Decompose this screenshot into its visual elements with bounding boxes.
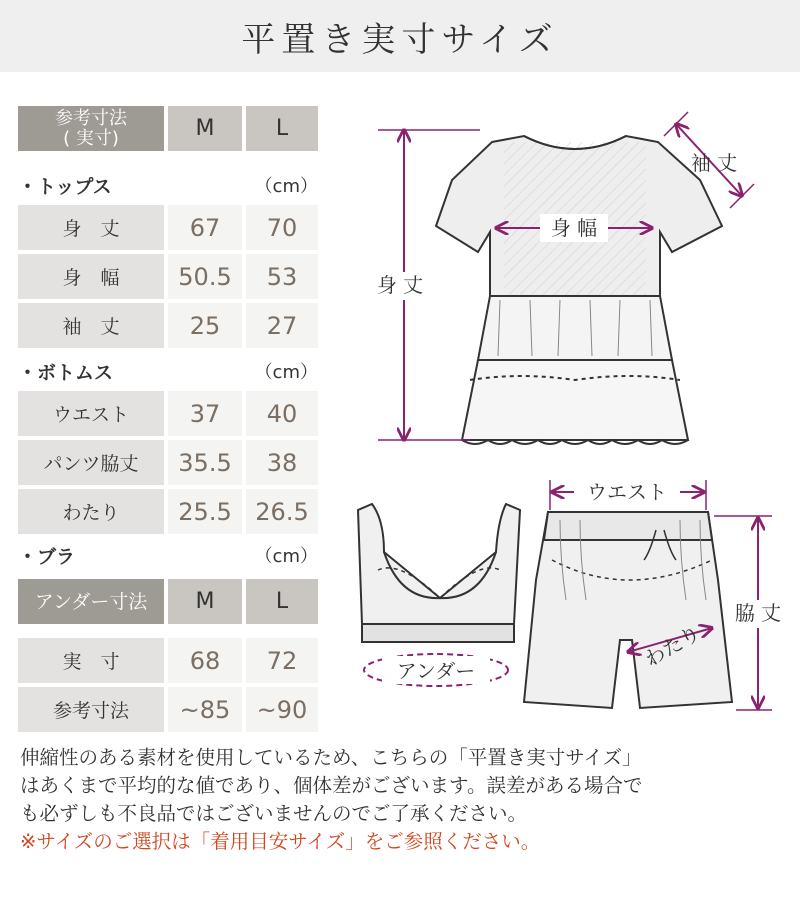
table-header-l: L <box>246 106 318 151</box>
side-length-label: 脇 丈 <box>734 601 782 625</box>
note-line: 伸縮性のある素材を使用しているため、こちらの「平置き実寸サイズ」 <box>20 746 642 769</box>
bottoms-unit: （cm） <box>254 362 318 383</box>
top-width-label: 身 幅 <box>550 216 598 240</box>
row-l-value: 70 <box>246 205 318 250</box>
row-m-value: ~85 <box>168 687 242 732</box>
tops-section-label: ・トップス <box>18 176 112 198</box>
row-l-value: 72 <box>246 638 318 683</box>
table-header-label: 参考寸法 ( 実寸) <box>18 106 164 151</box>
row-l-value: ~90 <box>246 687 318 732</box>
tops-unit: （cm） <box>254 176 318 197</box>
thigh-label: わたり <box>640 620 705 672</box>
table-header-m: M <box>168 106 242 151</box>
row-m-value: 67 <box>168 205 242 250</box>
row-label: 実 寸 <box>18 638 164 683</box>
bra-illustration <box>358 504 520 642</box>
top-length-label-display: 身 丈 <box>376 273 424 297</box>
sleeve-label: 袖 丈 <box>690 151 738 175</box>
row-m-value: 50.5 <box>168 254 242 299</box>
bra-unit: （cm） <box>254 546 318 567</box>
waist-label: ウエスト <box>587 480 667 504</box>
page-title: 平置き実寸サイズ <box>241 19 559 60</box>
bra-header-m: M <box>168 579 242 624</box>
row-label: わたり <box>18 489 164 534</box>
row-label: 参考寸法 <box>18 687 164 732</box>
row-m-value: 25.5 <box>168 489 242 534</box>
bra-header-l: L <box>246 579 318 624</box>
row-m-value: 25 <box>168 303 242 348</box>
row-label: 身 幅 <box>18 254 164 299</box>
row-l-value: 38 <box>246 440 318 485</box>
row-label: ウエスト <box>18 391 164 436</box>
under-label: アンダー <box>396 659 476 683</box>
row-l-value: 40 <box>246 391 318 436</box>
row-m-value: 68 <box>168 638 242 683</box>
row-label: パンツ脇丈 <box>18 440 164 485</box>
row-l-value: 26.5 <box>246 489 318 534</box>
row-m-value: 37 <box>168 391 242 436</box>
size-selection-note: ※サイズのご選択は「着用目安サイズ」をご参照ください。 <box>20 830 541 853</box>
row-label: 袖 丈 <box>18 303 164 348</box>
note-line: はあくまで平均的な値であり、個体差がございます。誤差がある場合で <box>20 774 643 797</box>
row-l-value: 53 <box>246 254 318 299</box>
bra-header-label: アンダー寸法 <box>18 579 164 624</box>
top-garment-illustration <box>436 136 722 444</box>
shorts-illustration <box>524 512 732 708</box>
bra-section-label: ・ブラ <box>18 546 76 568</box>
note-line: も必ずしも不良品ではございませんのでご了承ください。 <box>20 802 528 825</box>
notes-block <box>20 744 790 856</box>
bottoms-section-label: ・ボトムス <box>18 362 114 384</box>
row-label: 身 丈 <box>18 205 164 250</box>
row-m-value: 35.5 <box>168 440 242 485</box>
row-l-value: 27 <box>246 303 318 348</box>
